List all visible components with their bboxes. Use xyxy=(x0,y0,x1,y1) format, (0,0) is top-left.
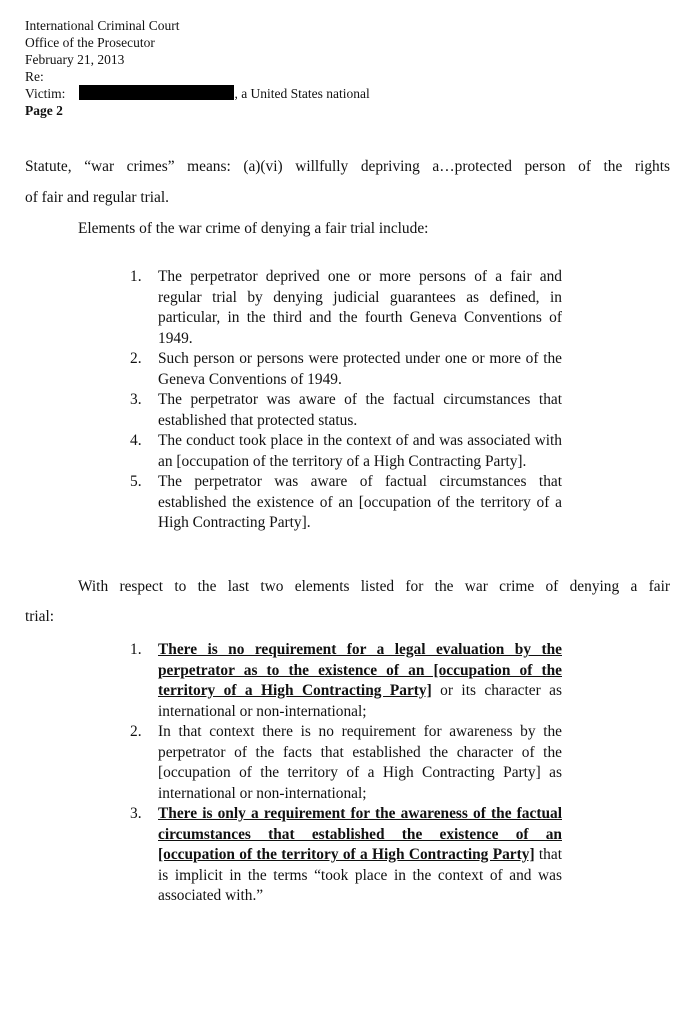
victim-suffix: , a United States national xyxy=(234,86,370,101)
elements-intro: Elements of the war crime of denying a fair trial include: xyxy=(78,220,429,237)
statute-line-1: Statute, “war crimes” means: (a)(vi) willfully depriving a…protected person of the rights xyxy=(25,158,670,175)
emphasis-text: There is only a requirement for the awareness of the factual circumstances that established the existence of an [occupation of the territory of a High Contracting Party] xyxy=(158,805,562,863)
header-page-number: Page 2 xyxy=(25,103,63,118)
respect-line-1: With respect to the last two elements listed for the war crime of denying a fair xyxy=(78,578,670,595)
notes-list xyxy=(130,640,562,907)
respect-line-2: trial: xyxy=(25,608,55,625)
list-item: 5. The perpetrator was aware of factual circumstances that established the existence of an [occupation of the territory of a High Contracting Party]. xyxy=(130,473,562,531)
list-item: 1. The perpetrator deprived one or more persons of a fair and regular trial by denying judicial guarantees as defined, in particular, in the third and the fourth Geneva Conventions of 1949. xyxy=(130,268,562,347)
header-court: International Criminal Court xyxy=(25,18,180,33)
header-victim xyxy=(25,85,370,102)
list-item: 4. The conduct took place in the context of and was associated with an [occupation of the territory of a High Contracting Party]. xyxy=(130,432,562,470)
emphasis-text: There is no requirement for a legal evaluation by the perpetrator as to the existence of an [occupation of the territory of a High Contracting Party] xyxy=(158,641,562,699)
victim-label: Victim: xyxy=(25,86,66,101)
header-office: Office of the Prosecutor xyxy=(25,35,155,50)
header-re: Re: xyxy=(25,69,44,84)
statute-line-2: of fair and regular trial. xyxy=(25,189,170,206)
header-date: February 21, 2013 xyxy=(25,52,125,67)
list-item: 3. There is only a requirement for the awareness of the factual circumstances that established the existence of an [occupation of the territory of a High Contracting Party] that is implicit in the terms “took place in the context of and was associated with.” xyxy=(130,805,562,904)
list-item: 2. Such person or persons were protected under one or more of the Geneva Conventions of 1949. xyxy=(130,350,562,388)
elements-list xyxy=(130,267,562,534)
list-item: 2. In that context there is no requirement for awareness by the perpetrator of the facts that established the character of the [occupation of the territory of a High Contracting Party] as international or non-international; xyxy=(130,723,562,802)
redaction-block xyxy=(79,85,234,100)
letter-header xyxy=(25,17,370,119)
list-item: 3. The perpetrator was aware of the factual circumstances that established that protected status. xyxy=(130,391,562,429)
list-item: 1. There is no requirement for a legal evaluation by the perpetrator as to the existence of an [occupation of the territory of a High Contracting Party] or its character as international or non-international; xyxy=(130,641,562,720)
